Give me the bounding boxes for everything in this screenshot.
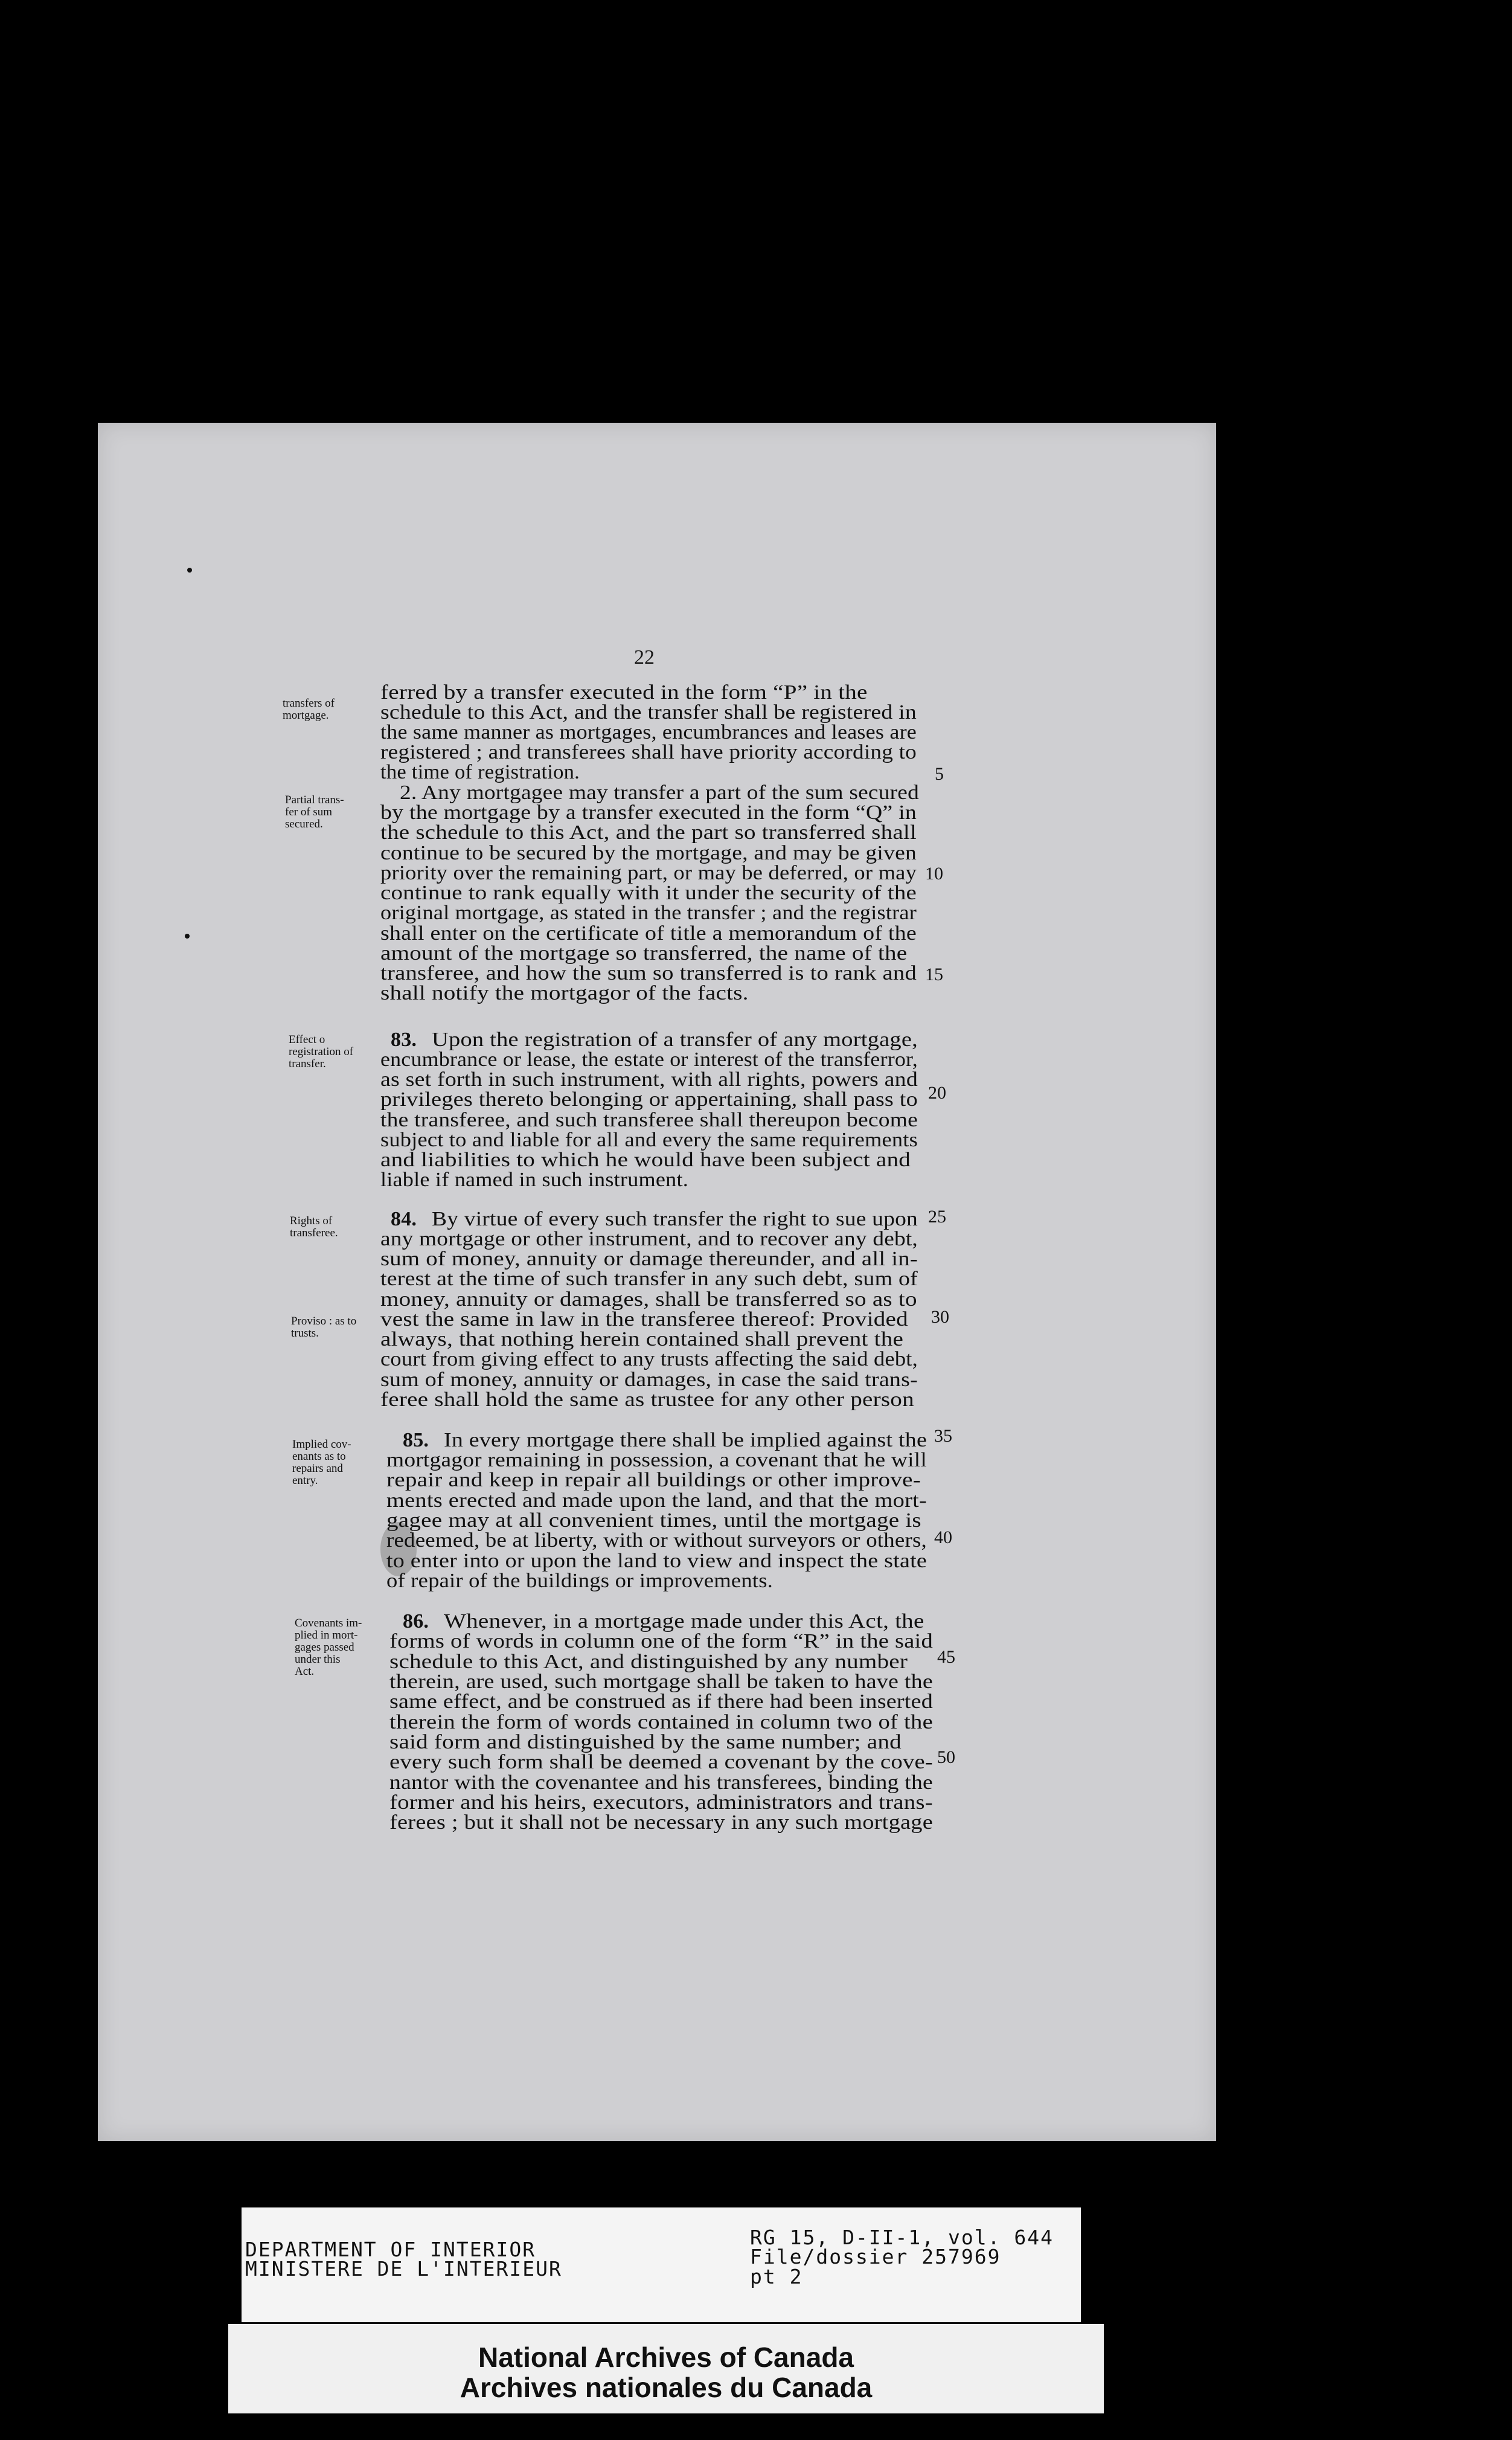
body-text-line xyxy=(380,1390,914,1410)
body-text: schedule to this Act, and the transfer shall be registered in xyxy=(380,701,917,724)
body-text-line xyxy=(380,1229,918,1249)
body-text: ferees ; but it shall not be necessary in any such mortgage xyxy=(389,1811,934,1834)
body-text-line xyxy=(380,1349,918,1369)
body-text: continue to rank equally with it under the security of the xyxy=(380,882,917,904)
body-text: transferee, and how the sum so transferred is to rank and xyxy=(380,962,917,984)
margin-note: Implied cov- enants as to repairs and entry. xyxy=(292,1438,351,1487)
body-text: repair and keep in repair all buildings or other improve- xyxy=(386,1469,921,1491)
section-number-wrap xyxy=(391,1209,417,1229)
body-text: nantor with the covenantee and his transferees, binding the xyxy=(389,1771,934,1794)
section-number: 83. xyxy=(391,1029,417,1051)
body-text-line xyxy=(389,1773,933,1793)
body-text-line xyxy=(380,963,917,983)
body-text-line xyxy=(380,1170,688,1190)
body-text: to enter into or upon the land to view and inspect the state xyxy=(386,1550,927,1572)
margin-note: Proviso : as to trusts. xyxy=(291,1315,357,1340)
body-text: vest the same in law in the transferee thereof: Provided xyxy=(380,1308,908,1331)
body-text-line xyxy=(389,1712,933,1732)
section-number: 86. xyxy=(403,1610,429,1633)
body-text: ments erected and made upon the land, and that the mort- xyxy=(386,1489,927,1512)
body-text-line xyxy=(389,1652,908,1672)
body-text-line xyxy=(380,1150,911,1170)
margin-note: Covenants im- plied in mort- gages passed under this Act. xyxy=(295,1617,362,1678)
body-text-line xyxy=(386,1551,927,1571)
body-text: by the mortgage by a transfer executed in the form “Q” in xyxy=(380,801,917,824)
body-text-line xyxy=(386,1530,927,1550)
archives-banner xyxy=(228,2324,1104,2413)
body-text: court from giving effect to any trusts affecting the said debt, xyxy=(380,1348,918,1370)
body-text-line xyxy=(380,983,749,1003)
body-text-line xyxy=(432,1209,918,1229)
body-text: and liabilities to which he would have been subject and xyxy=(380,1149,911,1171)
archive-reference-part: pt 2 xyxy=(750,2265,803,2288)
body-text-line xyxy=(432,1030,918,1050)
body-text: as set forth in such instrument, with all rights, powers and xyxy=(380,1068,918,1091)
body-text-line xyxy=(380,903,917,923)
body-text: ferred by a transfer executed in the form “P” in the xyxy=(380,681,868,704)
body-text: every such form shall be deemed a covenant by the cove- xyxy=(389,1751,934,1773)
body-text: said form and distinguished by the same number; and xyxy=(389,1731,902,1753)
section-number: 85. xyxy=(403,1429,429,1451)
body-text: the schedule to this Act, and the part so transferred shall xyxy=(380,821,917,844)
line-number: 50 xyxy=(937,1747,955,1767)
archive-reference-label xyxy=(242,2207,1081,2322)
body-text-line xyxy=(380,742,917,762)
body-text: shall notify the mortgagor of the facts. xyxy=(380,982,749,1004)
body-text: money, annuity or damages, shall be transferred so as to xyxy=(380,1288,917,1311)
section-number: 84. xyxy=(391,1208,417,1230)
body-text: mortgagor remaining in possession, a covenant that he will xyxy=(386,1449,927,1471)
margin-note: Partial trans- fer of sum secured. xyxy=(285,794,344,830)
body-text: In every mortgage there shall be implied against the xyxy=(444,1429,927,1451)
body-text: always, that nothing herein contained shall prevent the xyxy=(380,1328,904,1350)
margin-note: transfers of mortgage. xyxy=(283,697,335,722)
body-text-line xyxy=(380,1289,917,1309)
body-text: forms of words in column one of the form “R” in the said xyxy=(389,1630,934,1652)
body-text: therein, are used, such mortgage shall be taken to have the xyxy=(389,1671,933,1693)
body-text: original mortgage, as stated in the transfer ; and the registrar xyxy=(380,902,917,924)
body-text-line xyxy=(380,1249,918,1269)
line-number: 45 xyxy=(937,1647,955,1667)
page-number: 22 xyxy=(634,646,655,669)
line-number: 25 xyxy=(928,1207,946,1227)
body-text-line xyxy=(389,1793,933,1812)
line-number: 5 xyxy=(935,764,944,784)
line-number: 35 xyxy=(934,1426,952,1446)
body-text-line xyxy=(389,1692,933,1712)
body-text-line xyxy=(380,803,917,823)
body-text-line xyxy=(380,883,917,903)
body-text-line xyxy=(380,843,917,863)
body-text-line xyxy=(389,1752,933,1772)
body-text: shall enter on the certificate of title a memorandum of the xyxy=(380,922,917,945)
body-text-line xyxy=(386,1511,921,1530)
body-text-line xyxy=(380,943,907,963)
body-text-line xyxy=(380,1070,918,1090)
body-text-line xyxy=(389,1732,902,1752)
body-text: schedule to this Act, and distinguished by any number xyxy=(389,1651,908,1673)
body-text: terest at the time of such transfer in any such debt, sum of xyxy=(380,1268,918,1290)
margin-note: Rights of transferee. xyxy=(290,1215,338,1239)
body-text-line xyxy=(444,1430,927,1450)
body-text-line xyxy=(386,1450,927,1470)
body-text-line xyxy=(380,863,917,883)
body-text: 2. Any mortgagee may transfer a part of the sum secured xyxy=(400,782,920,804)
body-text: gagee may at all convenient times, until the mortgage is xyxy=(386,1509,921,1532)
body-text-line xyxy=(380,823,917,843)
body-text-line xyxy=(380,702,917,722)
body-text-line xyxy=(380,1110,918,1130)
body-text: encumbrance or lease, the estate or interest of the transferror, xyxy=(380,1048,918,1071)
line-number: 15 xyxy=(925,965,943,984)
body-text-line xyxy=(380,762,580,782)
department-name-en: DEPARTMENT OF INTERIOR xyxy=(245,2238,536,2261)
body-text-line xyxy=(380,1050,918,1070)
body-text-line xyxy=(389,1631,933,1651)
section-number-wrap xyxy=(391,1030,417,1050)
line-number: 30 xyxy=(931,1307,949,1327)
body-text-line xyxy=(380,1130,918,1150)
archives-name-en: National Archives of Canada xyxy=(478,2342,854,2373)
archive-reference-volume: RG 15, D-II-1, vol. 644 xyxy=(750,2226,1054,2249)
body-text: of repair of the buildings or improvements. xyxy=(386,1570,774,1592)
body-text: continue to be secured by the mortgage, and may be given xyxy=(380,842,917,864)
body-text: amount of the mortgage so transferred, the name of the xyxy=(380,942,908,965)
body-text-line xyxy=(380,722,917,742)
line-number: 10 xyxy=(925,864,943,884)
body-text: registered ; and transferees shall have priority according to xyxy=(380,741,917,763)
body-text-line xyxy=(389,1812,933,1832)
body-text-line xyxy=(386,1491,927,1511)
body-text: the same manner as mortgages, encumbrances and leases are xyxy=(380,721,917,743)
body-text: Upon the registration of a transfer of any mortgage, xyxy=(432,1029,918,1051)
body-text: former and his heirs, executors, administrators and trans- xyxy=(389,1791,933,1814)
body-text: any mortgage or other instrument, and to recover any debt, xyxy=(380,1228,918,1250)
body-text-line xyxy=(389,1672,933,1692)
body-text: By virtue of every such transfer the right to sue upon xyxy=(432,1208,918,1230)
body-text: subject to and liable for all and every the same requirements xyxy=(380,1129,918,1151)
body-text-line xyxy=(444,1611,924,1631)
archive-reference-file: File/dossier 257969 xyxy=(750,2245,1001,2268)
section-number-wrap xyxy=(403,1611,429,1631)
body-text: sum of money, annuity or damage thereunder, and all in- xyxy=(380,1248,918,1270)
body-text: therein the form of words contained in column two of the xyxy=(389,1711,933,1733)
body-text-line xyxy=(380,1370,918,1390)
body-text-line xyxy=(386,1470,921,1490)
body-text-line xyxy=(380,1309,908,1329)
body-text-line xyxy=(380,1329,903,1349)
section-number-wrap xyxy=(403,1430,429,1450)
body-text-line xyxy=(380,682,868,702)
margin-note: Effect o registration of transfer. xyxy=(289,1033,354,1070)
body-text: feree shall hold the same as trustee for any other person xyxy=(380,1389,914,1411)
body-text: Whenever, in a mortgage made under this Act, the xyxy=(444,1610,924,1633)
body-text: privileges thereto belonging or appertaining, shall pass to xyxy=(380,1088,918,1111)
body-text-line xyxy=(380,923,917,943)
line-number: 40 xyxy=(934,1527,952,1547)
body-text: sum of money, annuity or damages, in case the said trans- xyxy=(380,1369,918,1391)
body-text: same effect, and be construed as if there had been inserted xyxy=(389,1690,934,1713)
archives-name-fr: Archives nationales du Canada xyxy=(460,2372,873,2403)
body-text: the transferee, and such transferee shall thereupon become xyxy=(380,1109,918,1131)
body-text: redeemed, be at liberty, with or without surveyors or others, xyxy=(386,1529,927,1552)
body-text-line xyxy=(400,783,919,803)
body-text: the time of registration. xyxy=(380,761,580,783)
line-number: 20 xyxy=(928,1083,946,1103)
body-text-line xyxy=(380,1090,918,1109)
body-text-line xyxy=(380,1269,918,1289)
department-name-fr: MINISTERE DE L'INTERIEUR xyxy=(245,2257,562,2281)
body-text: liable if named in such instrument. xyxy=(380,1169,688,1191)
speck xyxy=(185,934,190,939)
speck xyxy=(187,568,192,573)
body-text: priority over the remaining part, or may be deferred, or may xyxy=(380,862,917,884)
body-text-line xyxy=(386,1571,773,1591)
